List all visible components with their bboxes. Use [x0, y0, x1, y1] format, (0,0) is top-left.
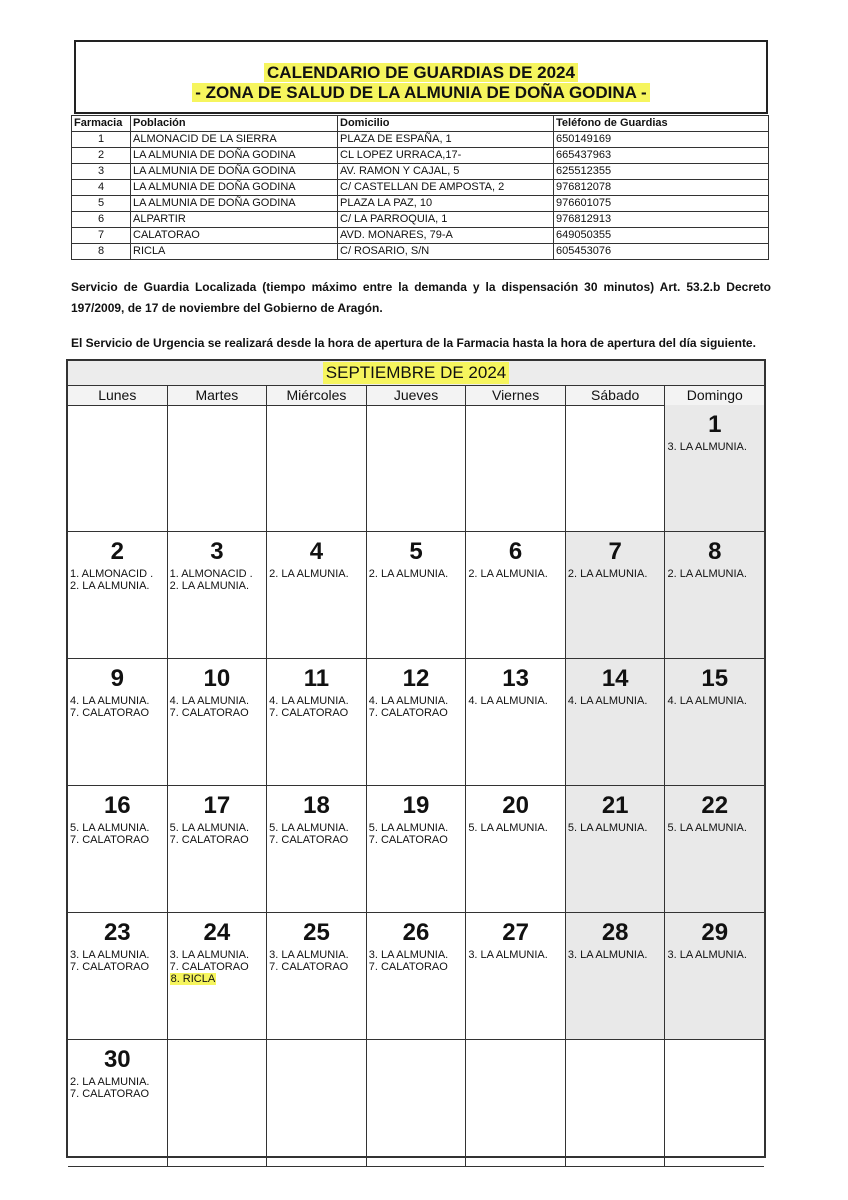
day-cell-21 [566, 786, 666, 912]
day-number: 3 [210, 538, 224, 565]
pharmacy-town: LA ALMUNIA DE DOÑA GODINA [131, 180, 338, 196]
day-cell-5 [367, 532, 467, 658]
weekday-viernes: Viernes [466, 386, 566, 405]
weekday-domingo: Domingo [665, 386, 764, 405]
guard-entries [566, 568, 665, 580]
day-cell-6 [466, 532, 566, 658]
guard-entries [367, 822, 466, 846]
pharmacy-number: 6 [72, 212, 131, 228]
empty-day-cell [367, 1040, 467, 1166]
table-row [72, 148, 769, 164]
guard-entry: 2. LA ALMUNIA. [567, 568, 648, 580]
day-cell-27 [466, 913, 566, 1039]
empty-day-cell [168, 405, 268, 531]
calendar-grid [68, 405, 764, 1167]
day-cell-18 [267, 786, 367, 912]
guard-entry: 1. ALMONACID . [70, 568, 154, 580]
guard-entries [68, 695, 167, 719]
guard-entries [367, 949, 466, 973]
day-cell-10 [168, 659, 268, 785]
day-number: 10 [203, 665, 231, 692]
table-row [72, 180, 769, 196]
empty-day-cell [267, 405, 367, 531]
pharmacy-town: CALATORAO [131, 228, 338, 244]
pharmacy-address: CL LOPEZ URRACA,17- [338, 148, 554, 164]
day-number: 22 [701, 792, 729, 819]
guard-entry: 2. LA ALMUNIA. [468, 568, 548, 580]
pharmacy-phone: 625512355 [554, 164, 769, 180]
month-bar [68, 361, 764, 385]
guard-entry: 4. LA ALMUNIA. [468, 695, 548, 707]
guard-entry: 4. LA ALMUNIA. [368, 695, 449, 707]
guard-entry: 7. CALATORAO [368, 961, 448, 973]
title-box [74, 40, 768, 114]
day-cell-17 [168, 786, 268, 912]
guard-entry: 5. LA ALMUNIA. [169, 822, 250, 834]
pharmacy-number: 4 [72, 180, 131, 196]
note-guardia-localizada: Servicio de Guardia Localizada (tiempo máximo entre la demanda y la dispensación 30 minutos) Art. 53.2.b Decreto 197/2009, de 17 de noviembre del Gobierno de Aragón. [71, 280, 771, 315]
day-cell-1 [665, 405, 764, 531]
guard-entry: 2. LA ALMUNIA. [667, 568, 747, 580]
empty-day-cell [566, 1040, 666, 1166]
guard-entry: 8. RICLA [170, 973, 216, 985]
day-cell-30 [68, 1040, 168, 1166]
guard-entries [267, 568, 366, 580]
table-row [72, 228, 769, 244]
guard-entry: 3. LA ALMUNIA. [368, 949, 449, 961]
day-cell-19 [367, 786, 467, 912]
table-row [72, 244, 769, 260]
weekday-header [68, 385, 764, 406]
pharmacy-address: PLAZA DE ESPAÑA, 1 [338, 132, 554, 148]
day-cell-3 [168, 532, 268, 658]
pharmacy-phone: 649050355 [554, 228, 769, 244]
pharmacy-number: 1 [72, 132, 131, 148]
week-row [68, 532, 764, 659]
pharmacy-phone: 665437963 [554, 148, 769, 164]
table-row [72, 132, 769, 148]
guard-entry: 4. LA ALMUNIA. [667, 695, 747, 707]
day-cell-15 [665, 659, 764, 785]
day-cell-13 [466, 659, 566, 785]
pharmacy-address: PLAZA LA PAZ, 10 [338, 196, 554, 212]
pharmacy-address: C/ CASTELLAN DE AMPOSTA, 2 [338, 180, 554, 196]
day-cell-20 [466, 786, 566, 912]
day-cell-29 [665, 913, 764, 1039]
day-cell-22 [665, 786, 764, 912]
week-row [68, 659, 764, 786]
empty-day-cell [267, 1040, 367, 1166]
guard-entries [566, 695, 665, 707]
guard-entry: 4. LA ALMUNIA. [70, 695, 150, 707]
page-subtitle: - ZONA DE SALUD DE LA ALMUNIA DE DOÑA GODINA - [76, 83, 766, 103]
weekday-lunes: Lunes [68, 386, 168, 405]
guard-entry: 2. LA ALMUNIA. [70, 580, 150, 592]
guard-entries [367, 695, 466, 719]
pharmacy-number: 3 [72, 164, 131, 180]
weekday-sabado: Sábado [566, 386, 666, 405]
day-number: 13 [502, 665, 529, 692]
guard-entry: 5. LA ALMUNIA. [468, 822, 548, 834]
guard-entry: 5. LA ALMUNIA. [269, 822, 349, 834]
guard-entry: 2. LA ALMUNIA. [169, 580, 250, 592]
guard-entries [466, 822, 565, 834]
pharmacy-town: LA ALMUNIA DE DOÑA GODINA [131, 196, 338, 212]
guard-entry: 2. LA ALMUNIA. [70, 1076, 150, 1088]
day-number: 30 [103, 1046, 131, 1073]
day-cell-14 [566, 659, 666, 785]
guard-entries [68, 1076, 167, 1100]
pharmacy-phone: 650149169 [554, 132, 769, 148]
guard-entry: 2. LA ALMUNIA. [269, 568, 349, 580]
day-number: 9 [110, 665, 124, 692]
pharmacy-address: C/ ROSARIO, S/N [338, 244, 554, 260]
pharmacy-town: LA ALMUNIA DE DOÑA GODINA [131, 164, 338, 180]
column-header-poblacion: Población [131, 116, 338, 132]
day-number: 4 [309, 538, 324, 565]
column-header-telefono: Teléfono de Guardias [554, 116, 769, 132]
day-cell-23 [68, 913, 168, 1039]
pharmacy-number: 5 [72, 196, 131, 212]
day-number: 5 [409, 538, 423, 565]
guard-entry: 2. LA ALMUNIA. [368, 568, 449, 580]
guard-entry: 5. LA ALMUNIA. [667, 822, 747, 834]
day-number: 6 [508, 538, 523, 565]
week-row [68, 786, 764, 913]
guard-entries [665, 949, 764, 961]
guard-entry: 7. CALATORAO [368, 707, 448, 719]
pharmacy-phone: 605453076 [554, 244, 769, 260]
day-cell-16 [68, 786, 168, 912]
day-number: 24 [203, 919, 231, 946]
day-cell-25 [267, 913, 367, 1039]
day-number: 12 [402, 665, 430, 692]
guard-entries [168, 949, 267, 985]
guard-entries [665, 441, 764, 453]
guard-entry: 3. LA ALMUNIA. [567, 949, 648, 961]
pharmacy-town: RICLA [131, 244, 338, 260]
guard-entry: 5. LA ALMUNIA. [368, 822, 449, 834]
guard-entry: 5. LA ALMUNIA. [70, 822, 150, 834]
day-cell-24 [168, 913, 268, 1039]
guard-entry: 3. LA ALMUNIA. [667, 949, 747, 961]
guard-entry: 3. LA ALMUNIA. [667, 441, 747, 453]
guard-entries [68, 822, 167, 846]
column-header-farmacia: Farmacia [72, 116, 131, 132]
guard-entries [566, 822, 665, 834]
day-number: 16 [103, 792, 131, 819]
guard-entry: 3. LA ALMUNIA. [70, 949, 150, 961]
page-title: CALENDARIO DE GUARDIAS DE 2024 [76, 63, 766, 83]
pharmacy-address: AVD. MONARES, 79-A [338, 228, 554, 244]
week-row [68, 913, 764, 1040]
day-number: 15 [701, 665, 729, 692]
month-title: SEPTIEMBRE DE 2024 [323, 362, 509, 384]
guard-entry: 7. CALATORAO [169, 707, 249, 719]
guard-entries [665, 822, 764, 834]
empty-day-cell [367, 405, 467, 531]
empty-day-cell [466, 405, 566, 531]
pharmacy-phone: 976812913 [554, 212, 769, 228]
pharmacy-phone: 976812078 [554, 180, 769, 196]
guard-entry: 7. CALATORAO [70, 961, 150, 973]
guard-entry: 7. CALATORAO [269, 961, 349, 973]
empty-day-cell [466, 1040, 566, 1166]
day-number: 29 [701, 919, 729, 946]
day-number: 26 [402, 919, 430, 946]
table-row [72, 196, 769, 212]
guard-entries [267, 949, 366, 973]
guard-entries [466, 949, 565, 961]
day-number: 25 [303, 919, 330, 946]
day-number: 21 [601, 792, 629, 819]
day-number: 2 [110, 538, 124, 565]
pharmacy-table-header [72, 116, 769, 132]
day-cell-7 [566, 532, 666, 658]
day-number: 20 [502, 792, 529, 819]
guard-entry: 7. CALATORAO [269, 707, 349, 719]
weekday-miercoles: Miércoles [267, 386, 367, 405]
day-cell-11 [267, 659, 367, 785]
pharmacy-town: ALPARTIR [131, 212, 338, 228]
empty-day-cell [566, 405, 666, 531]
pharmacy-number: 8 [72, 244, 131, 260]
guard-entry: 7. CALATORAO [169, 834, 249, 846]
guard-entries [267, 822, 366, 846]
day-cell-9 [68, 659, 168, 785]
pharmacy-number: 2 [72, 148, 131, 164]
guard-entries [68, 568, 167, 592]
calendar [66, 359, 766, 1158]
guard-entry: 4. LA ALMUNIA. [169, 695, 250, 707]
guard-entry: 7. CALATORAO [70, 1088, 150, 1100]
guard-entries [566, 949, 665, 961]
day-number: 18 [303, 792, 330, 819]
day-cell-12 [367, 659, 467, 785]
day-number: 14 [601, 665, 629, 692]
pharmacy-address: AV. RAMON Y CAJAL, 5 [338, 164, 554, 180]
guard-entries [267, 695, 366, 719]
guard-entries [168, 695, 267, 719]
guard-entries [168, 568, 267, 592]
day-number: 28 [601, 919, 629, 946]
table-row [72, 164, 769, 180]
guard-entries [168, 822, 267, 846]
guard-entry: 7. CALATORAO [70, 707, 150, 719]
day-cell-26 [367, 913, 467, 1039]
empty-day-cell [68, 405, 168, 531]
guard-entry: 7. CALATORAO [70, 834, 150, 846]
day-number: 7 [608, 538, 622, 565]
pharmacy-phone: 976601075 [554, 196, 769, 212]
week-row [68, 405, 764, 532]
day-number: 8 [708, 538, 722, 565]
guard-entry: 7. CALATORAO [269, 834, 349, 846]
guard-entry: 3. LA ALMUNIA. [169, 949, 250, 961]
guard-entries [466, 695, 565, 707]
pharmacy-address: C/ LA PARROQUIA, 1 [338, 212, 554, 228]
day-number: 19 [402, 792, 430, 819]
guard-entries [665, 695, 764, 707]
pharmacy-town: ALMONACID DE LA SIERRA [131, 132, 338, 148]
guard-entry: 3. LA ALMUNIA. [269, 949, 349, 961]
column-header-domicilio: Domicilio [338, 116, 554, 132]
empty-day-cell [168, 1040, 268, 1166]
guard-entry: 7. CALATORAO [169, 961, 249, 973]
pharmacy-number: 7 [72, 228, 131, 244]
day-cell-28 [566, 913, 666, 1039]
guard-entries [665, 568, 764, 580]
day-cell-4 [267, 532, 367, 658]
pharmacy-town: LA ALMUNIA DE DOÑA GODINA [131, 148, 338, 164]
guard-entry: 3. LA ALMUNIA. [468, 949, 548, 961]
table-row [72, 212, 769, 228]
guard-entry: 1. ALMONACID . [169, 568, 253, 580]
day-number: 27 [502, 919, 529, 946]
empty-day-cell [665, 1040, 764, 1166]
note-servicio-urgencia: El Servicio de Urgencia se realizará desde la hora de apertura de la Farmacia hasta la hora de apertura del día siguiente. [71, 336, 756, 350]
day-number: 23 [103, 919, 131, 946]
guard-entry: 4. LA ALMUNIA. [567, 695, 648, 707]
weekday-jueves: Jueves [367, 386, 467, 405]
guard-entry: 5. LA ALMUNIA. [567, 822, 648, 834]
day-number: 1 [708, 411, 722, 438]
weekday-martes: Martes [168, 386, 268, 405]
pharmacy-table [71, 115, 769, 260]
day-cell-2 [68, 532, 168, 658]
week-row [68, 1040, 764, 1167]
guard-entries [68, 949, 167, 973]
day-number: 17 [203, 792, 231, 819]
guard-entry: 7. CALATORAO [368, 834, 448, 846]
day-cell-8 [665, 532, 764, 658]
guard-entry: 4. LA ALMUNIA. [269, 695, 349, 707]
guard-entries [466, 568, 565, 580]
day-number: 11 [303, 665, 330, 692]
guard-entries [367, 568, 466, 580]
